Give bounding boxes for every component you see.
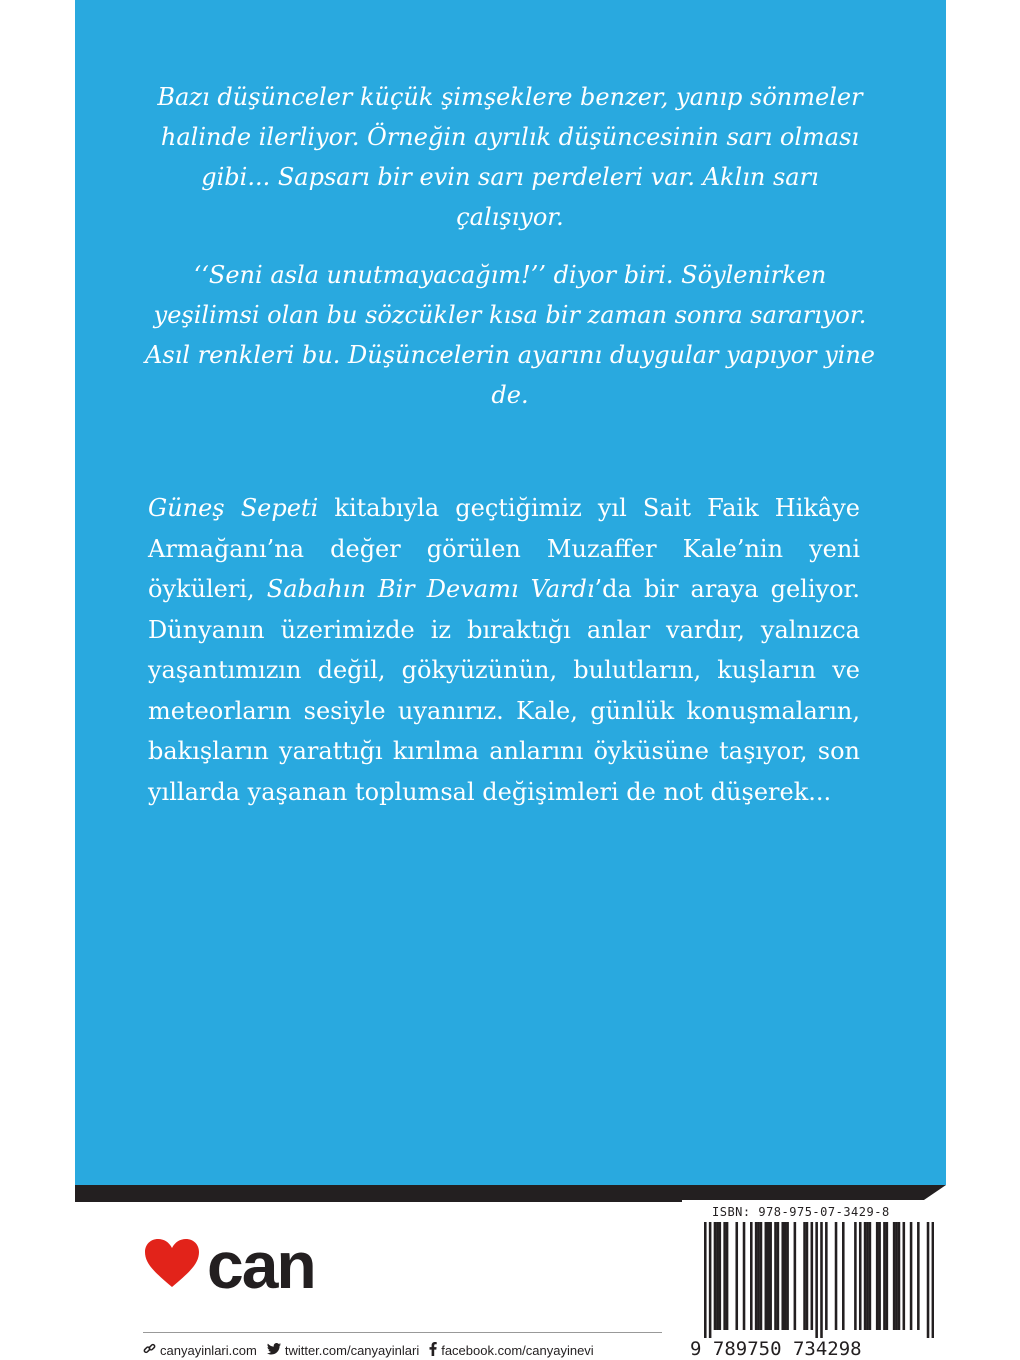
heart-icon	[143, 1237, 201, 1293]
twitter-link[interactable]	[267, 1343, 419, 1358]
footer-divider	[143, 1332, 662, 1333]
link-icon	[143, 1342, 160, 1358]
barcode-bar	[794, 1222, 797, 1330]
barcode-bar	[769, 1222, 772, 1330]
barcode-bar	[723, 1222, 726, 1330]
quote-paragraph-2: ‘‘Seni asla unutmayacağım!’’ diyor biri. Söylenirken yeşilimsi olan bu sözcükler kısa bir zaman sonra sararıyor. Asıl renkleri bu. Düşüncelerin ayarını duygular yapıyor yine de.	[145, 261, 876, 409]
barcode-bar	[803, 1222, 806, 1330]
barcode-bar	[917, 1222, 920, 1330]
website-text: canyayinlari.com	[160, 1342, 257, 1358]
barcode-bar	[757, 1222, 760, 1330]
barcode-bar	[876, 1222, 879, 1330]
book-title-previous: Güneş Sepeti	[148, 494, 319, 522]
barcode-bar	[755, 1222, 758, 1330]
twitter-bird-icon	[267, 1343, 285, 1358]
book-description	[148, 488, 860, 812]
facebook-link[interactable]	[429, 1342, 593, 1359]
barcode-bar	[774, 1222, 777, 1330]
barcode-bar	[709, 1222, 712, 1338]
contact-links	[143, 1340, 604, 1360]
publisher-logo	[143, 1227, 315, 1302]
barcode-bar	[750, 1222, 753, 1330]
barcode-bar	[760, 1222, 763, 1330]
website-link[interactable]	[143, 1342, 257, 1358]
twitter-text: twitter.com/canyayinlari	[284, 1342, 420, 1358]
barcode-bar	[866, 1222, 869, 1330]
barcode-bar	[811, 1222, 814, 1330]
barcode-bar	[786, 1222, 789, 1330]
barcode-bar	[765, 1222, 768, 1330]
barcode-bar	[704, 1222, 707, 1338]
barcode-bar	[903, 1222, 906, 1330]
barcode-bar	[820, 1222, 823, 1338]
facebook-icon	[429, 1342, 441, 1359]
barcode-bar	[854, 1222, 857, 1330]
barcode-bar	[726, 1222, 729, 1330]
barcode-bar	[893, 1222, 896, 1330]
barcode-bar	[878, 1222, 881, 1330]
barcode-image	[704, 1222, 934, 1338]
barcode-bar	[716, 1222, 719, 1330]
barcode-bar	[932, 1222, 934, 1338]
barcode-bar	[842, 1222, 845, 1330]
barcode-bar	[927, 1222, 930, 1338]
barcode-bar	[784, 1222, 787, 1330]
barcode-bar	[883, 1222, 886, 1330]
barcode-bar	[767, 1222, 770, 1330]
barcode-bar	[719, 1222, 722, 1330]
facebook-text: facebook.com/canyayinevi	[441, 1342, 594, 1358]
barcode-bar	[859, 1222, 862, 1330]
barcode-bar	[910, 1222, 913, 1330]
description-text-2: ’da bir araya geliyor. Dünyanın üzerimizde iz bıraktığı anlar vardır, yalnızca yaşantımızın değil, gökyüzünün, bulutların, kuşların ve meteorların sesiyle uyanırız. Kale, günlük konuşmaların, bakışların yarattığı kırılma anlarını öyküsüne taşıyor, son yıllarda yaşanan toplumsal değişimleri de not düşerek...	[148, 575, 860, 806]
barcode-bar	[815, 1222, 818, 1338]
description-text-1: kitabıyla geçtiğimiz yıl Sait Faik Hikâye Armağanı’na değer görülen Muzaffer Kale’nin yeni öyküleri,	[148, 494, 860, 603]
barcode-bar	[735, 1222, 738, 1330]
barcode-bar	[835, 1222, 838, 1330]
isbn-label: ISBN: 978-975-07-3429-8	[712, 1205, 890, 1219]
barcode-bar	[898, 1222, 901, 1330]
barcode-bar	[714, 1222, 717, 1330]
barcode-bar	[886, 1222, 889, 1330]
barcode-bar	[806, 1222, 809, 1330]
barcode-bar	[869, 1222, 872, 1330]
barcode-area	[682, 1200, 944, 1360]
barcode-bar	[781, 1222, 784, 1330]
barcode-digits: 9 789750 734298	[690, 1338, 862, 1360]
barcode-bar	[777, 1222, 780, 1330]
logo-wordmark: can	[207, 1227, 315, 1302]
book-title-current: Sabahın Bir Devamı Vardı	[266, 575, 595, 603]
barcode-bar	[825, 1222, 828, 1330]
barcode-bar	[743, 1222, 746, 1330]
barcode-bar	[864, 1222, 867, 1330]
quote-paragraph-1: Bazı düşünceler küçük şimşeklere benzer, yanıp sönmeler halinde ilerliyor. Örneğin ayrılık düşüncesinin sarı olması gibi... Sapsarı bir evin sarı perdeleri var. Aklın sarı çalışıyor.	[157, 83, 863, 231]
barcode-bar	[895, 1222, 898, 1330]
